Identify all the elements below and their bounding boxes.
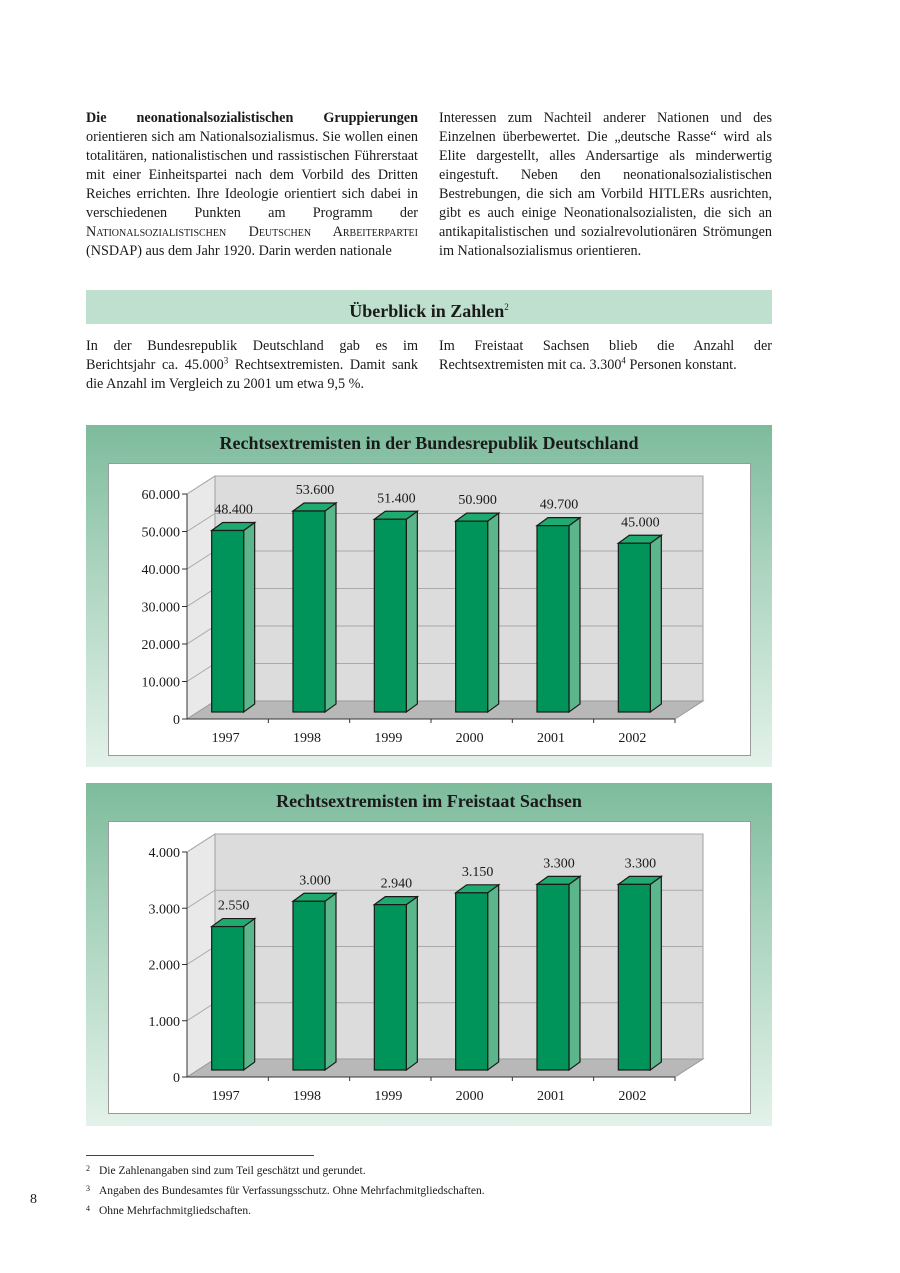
data-label: 2.550 xyxy=(217,898,250,914)
y-tick-label: 60.000 xyxy=(141,488,180,503)
bar xyxy=(212,531,244,713)
bar-side xyxy=(650,535,661,712)
x-tick-label: 2002 xyxy=(618,731,647,746)
x-tick-label: 2002 xyxy=(618,1089,647,1104)
bar xyxy=(374,519,406,712)
stats-right-column xyxy=(439,337,772,375)
intro-left-column xyxy=(86,109,418,261)
bar xyxy=(537,884,569,1070)
intro-left-text-1: orientieren sich am Nationalsozialismus. Sie wollen einen totalitären, nationalistischen und rassistischen Führerstaat mit einer Einheitspartei nach dem Vorbild des Dritten Reiches errichten. Ihre Ideologie orientiert sich dabei in verschiedenen Punkten am Programm der xyxy=(86,129,418,221)
y-tick-label: 0 xyxy=(173,1071,180,1086)
y-tick-label: 1.000 xyxy=(148,1014,180,1030)
intro-bold-lead: Die neonationalsozialistischen Gruppierungen xyxy=(86,110,418,126)
footnote-text: Ohne Mehrfachmitgliedschaften. xyxy=(99,1205,251,1217)
x-tick-label: 1998 xyxy=(293,731,321,746)
bar xyxy=(537,526,569,712)
page-number: 8 xyxy=(30,1192,37,1207)
bar-side xyxy=(650,876,661,1070)
bar xyxy=(374,905,406,1070)
bar xyxy=(293,511,325,712)
y-tick-label: 2.000 xyxy=(148,958,180,974)
footnote-divider xyxy=(86,1155,314,1156)
bar xyxy=(618,543,650,712)
x-tick-label: 1997 xyxy=(211,731,240,746)
footnote xyxy=(86,1200,485,1220)
y-tick-label: 0 xyxy=(173,713,180,728)
intro-right-column xyxy=(439,109,772,261)
chart-panel-saxony xyxy=(86,783,772,1126)
x-tick-label: 1998 xyxy=(293,1089,321,1104)
footnote xyxy=(86,1160,485,1180)
y-tick-label: 3.000 xyxy=(148,902,180,918)
chart-box-saxony xyxy=(108,821,751,1114)
bar-side xyxy=(569,876,580,1070)
bar-side xyxy=(325,893,336,1070)
x-tick-label: 2000 xyxy=(455,1089,484,1104)
x-tick-label: 2000 xyxy=(455,731,484,746)
bar-chart-saxony xyxy=(109,822,750,1113)
footnotes xyxy=(86,1160,485,1220)
intro-right-text: Interessen zum Nachteil anderer Nationen und des Einzelnen überbewertet. Die „deutsche Rasse“ wird als Elite dargestellt, alles Andersartige als minderwertig eingestuft. Neben den neonationalsozialistischen Bestrebungen, die sich am Vorbild HITLERs ausrichten, gibt es auch einige Neonationalsozialisten, die sich an antikapitalistischen und sozialrevolutionären Strömungen im Nationalsozialismus orientieren. xyxy=(439,110,772,259)
bar-side xyxy=(488,513,499,712)
y-tick-label: 40.000 xyxy=(141,563,180,578)
footnote xyxy=(86,1180,485,1200)
data-label: 3.150 xyxy=(461,864,494,880)
stats-right-mark: 4 xyxy=(621,355,626,366)
footnote-mark: 4 xyxy=(86,1204,90,1213)
x-tick-label: 1997 xyxy=(211,1089,240,1104)
x-tick-label: 1999 xyxy=(374,1089,403,1104)
stats-right-text-2: Personen konstant. xyxy=(625,357,737,373)
y-tick-label: 20.000 xyxy=(141,638,180,653)
y-tick-label: 50.000 xyxy=(141,525,180,541)
x-tick-label: 2001 xyxy=(537,731,565,746)
section-title: Überblick in Zahlen xyxy=(349,301,505,321)
data-label: 3.300 xyxy=(624,856,657,872)
footnote-mark: 3 xyxy=(86,1184,90,1193)
data-label: 53.600 xyxy=(295,483,335,498)
bar-side xyxy=(325,503,336,712)
data-label: 50.900 xyxy=(458,493,497,509)
intro-left-text-2: (NSDAP) aus dem Jahr 1920. Darin werden nationale xyxy=(86,243,392,259)
bar-side xyxy=(406,897,417,1070)
footnote-text: Die Zahlenangaben sind zum Teil geschätzt und gerundet. xyxy=(99,1165,366,1177)
chart-title-germany: Rechtsextremisten in der Bundesrepublik Deutschland xyxy=(219,433,639,453)
y-tick-label: 30.000 xyxy=(141,600,180,616)
section-heading-bar xyxy=(86,290,772,324)
intro-party-name: Nationalsozialistischen Deutschen Arbeiterpartei xyxy=(86,224,418,240)
x-tick-label: 2001 xyxy=(537,1089,565,1104)
bar xyxy=(456,893,488,1070)
bar-chart-germany xyxy=(109,464,750,755)
footnote-mark: 2 xyxy=(86,1164,90,1173)
section-footnote-mark: 2 xyxy=(504,302,509,312)
data-label: 45.000 xyxy=(621,515,660,531)
data-label: 48.400 xyxy=(214,502,253,518)
stats-left-text-2: Rechtsextremisten. Damit sank die Anzahl im Vergleich zu 2001 um etwa 9,5 %. xyxy=(86,357,418,392)
bar-side xyxy=(569,518,580,712)
bar-side xyxy=(488,885,499,1070)
data-label: 49.700 xyxy=(539,497,579,513)
bar xyxy=(293,901,325,1070)
chart-title-saxony: Rechtsextremisten im Freistaat Sachsen xyxy=(276,791,582,811)
bar-side xyxy=(244,523,255,713)
y-tick-label: 10.000 xyxy=(141,675,180,691)
bar xyxy=(456,521,488,712)
bar-side xyxy=(406,511,417,712)
stats-left-text-1: In der Bundesrepublik Deutschland gab es im Berichtsjahr ca. 45.000 xyxy=(86,338,418,373)
data-label: 3.000 xyxy=(299,873,331,889)
y-tick-label: 4.000 xyxy=(148,846,180,861)
footnote-text: Angaben des Bundesamtes für Verfassungsschutz. Ohne Mehrfachmitgliedschaften. xyxy=(99,1185,485,1197)
bar xyxy=(618,884,650,1070)
data-label: 2.940 xyxy=(380,876,413,892)
stats-right-text-1: Im Freistaat Sachsen blieb die Anzahl der Rechtsextremisten mit ca. 3.300 xyxy=(439,338,772,373)
chart-box-germany xyxy=(108,463,751,756)
data-label: 3.300 xyxy=(543,856,575,872)
stats-left-column xyxy=(86,337,418,394)
chart-panel-germany xyxy=(86,425,772,767)
data-label: 51.400 xyxy=(377,491,416,507)
bar xyxy=(212,927,244,1070)
x-tick-label: 1999 xyxy=(374,731,403,746)
bar-side xyxy=(244,919,255,1070)
stats-left-mark: 3 xyxy=(223,355,229,366)
